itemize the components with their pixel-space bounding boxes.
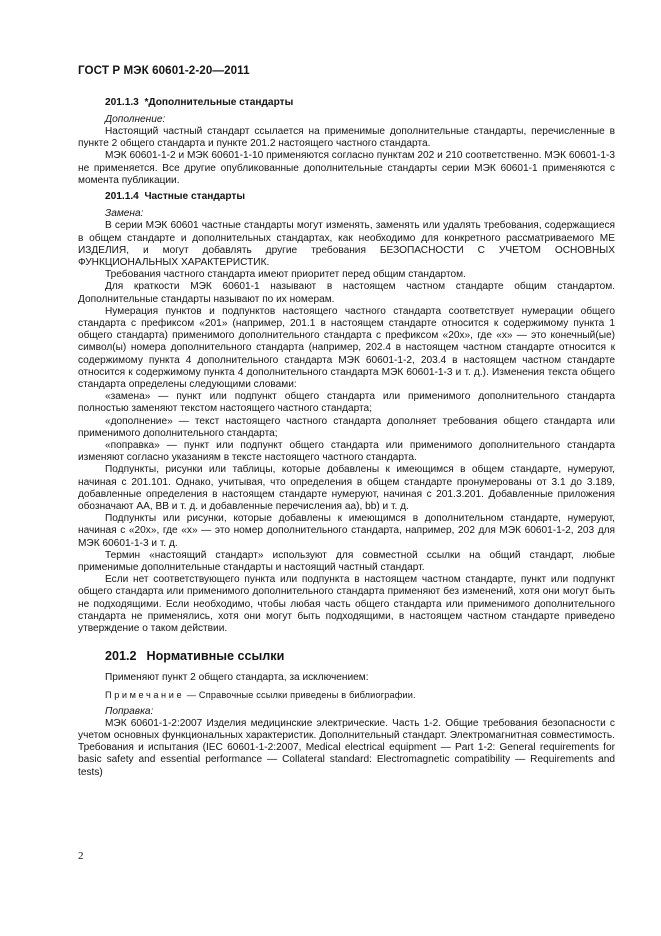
note-text: — Справочные ссылки приведены в библиографии.: [184, 689, 416, 700]
paragraph: Настоящий частный стандарт ссылается на применимые дополнительные стандарты, перечисленные в пункте 2 общего стандарта и пункте 201.2 настоящего частного стандарта.: [78, 125, 615, 150]
paragraph: Подпункты или рисунки, которые добавлены к имеющимся в дополнительном стандарте, нумеруют, начиная с «20x», где «x» — это номер дополнительного стандарта, например, 202 для МЭК 60601-1-2, 203 для МЭК 60601-1-3 и т. д.: [78, 513, 615, 549]
heading-number: 201.2: [105, 649, 137, 664]
paragraph: Если нет соответствующего пункта или подпункта в настоящем частном стандарте, пункт или подпункт общего стандарта или применимого дополнительного стандарта применяют без изменений, хотя они могут быть не подходящими. Если необходимо, чтобы любая часть общего стандарта или применимого дополнительного стандарта не применялись, хотя они могут быть подходящими, в настоящем частном стандарте приведено утверждение о таком действии.: [78, 574, 615, 635]
section-heading-201-2: [105, 649, 615, 664]
label-replacement: Замена:: [105, 208, 144, 220]
paragraph: В серии МЭК 60601 частные стандарты могут изменять, заменять или удалять требования, содержащиеся в общем стандарте и дополнительных стандартах, как необходимо для конкретного рассматриваемого МЕ ИЗДЕЛИЯ, и могут добавлять другие требования БЕЗОПАСНОСТИ С УЧЕТОМ ОСНОВНЫХ ФУНКЦИОНАЛЬНЫХ ХАРАКТЕРИСТИК.: [78, 220, 615, 268]
paragraph: Подпункты, рисунки или таблицы, которые добавлены к имеющимся в общем стандарте, нумеруют, начиная с 201.101. Однако, учитывая, что определения в общем стандарте пронумерованы от 3.1 до 3.189, добавленные определения в настоящем стандарте нумеруют, начиная с 201.3.201. Добавленные приложения обозначают АА, ВВ и т. д. и добавленные перечисления аа), bb) и т. д.: [78, 464, 615, 512]
heading-number: 201.1.3: [105, 97, 139, 108]
heading-text: Нормативные ссылки: [146, 649, 285, 664]
paragraph: Нумерация пунктов и подпунктов настоящего частного стандарта соответствует нумерации общего стандарта с префиксом «201» (например, 201.1 в настоящем стандарте относится к содержимому пункта 1 общего стандарта) применимого дополнительного стандарта с префиксом «20x», где «x» — это конечный(ые) символ(ы) номера дополнительного стандарта (например, 202.4 в настоящем частном стандарте относится к содержимому пункта 4 дополнительного стандарта МЭК 60601-1-2, 203.4 в настоящем частном стандарте относится к содержимому пункта 4 дополнительного стандарта МЭК 60601-1-3 и т. д.). Изменения текста общего стандарта определены следующими словами:: [78, 305, 615, 390]
page-number: 2: [78, 850, 84, 862]
heading-number: 201.1.4: [105, 191, 139, 203]
note-label: Примечание: [105, 689, 185, 700]
label-amendment: Поправка:: [105, 705, 154, 717]
heading-text: *Дополнительные стандарты: [144, 97, 294, 108]
paragraph: «поправка» — пункт или подпункт общего стандарта или применимого дополнительного стандарта изменяют согласно указаниям в тексте настоящего частного стандарта.: [78, 439, 615, 464]
paragraph: Требования частного стандарта имеют приоритет перед общим стандартом.: [105, 269, 466, 281]
section-heading-201-1-4: [78, 191, 615, 203]
paragraph: «замена» — пункт или подпункт общего стандарта или применимого дополнительного стандарта полностью заменяют текстом настоящего частного стандарта;: [78, 391, 615, 415]
paragraph: «дополнение» — текст настоящего частного стандарта дополняет требования общего стандарта или применимого дополнительного стандарта;: [78, 415, 615, 439]
document-header: ГОСТ Р МЭК 60601-2-20—2011: [78, 64, 250, 77]
label-addition: Дополнение:: [105, 113, 166, 125]
paragraph: МЭК 60601-1-2:2007 Изделия медицинские электрические. Часть 1-2. Общие требования безопасности с учетом основных функциональных характеристик. Дополнительный стандарт. Электромагнитная совместимость. Требования и испытания (IEC 60601-1-2:2007, Medical electrical equipment — Part 1-2: General requirements for basic safety and essential performance — Collateral standard: Electromagnetic compatibility — Requirements and tests): [78, 717, 615, 778]
paragraph: Термин «настоящий стандарт» используют для совместной ссылки на общий стандарт, любые применимые дополнительные стандарты и настоящий частный стандарт.: [78, 549, 615, 574]
note: [78, 689, 615, 701]
paragraph: МЭК 60601-1-2 и МЭК 60601-1-10 применяются согласно пунктам 202 и 210 соответственно. МЭК 60601-1-3 не применяется. Все другие опубликованные дополнительные стандарты серии МЭК 60601-1 применяются с момента публикации.: [78, 150, 615, 186]
paragraph: Для краткости МЭК 60601-1 называют в настоящем частном стандарте общим стандартом. Дополнительные стандарты называют по их номерам.: [78, 281, 615, 305]
paragraph: Применяют пункт 2 общего стандарта, за исключением:: [105, 672, 369, 684]
section-heading-201-1-3: [78, 97, 615, 109]
document-body: [78, 97, 615, 779]
heading-text: Частные стандарты: [144, 191, 246, 203]
